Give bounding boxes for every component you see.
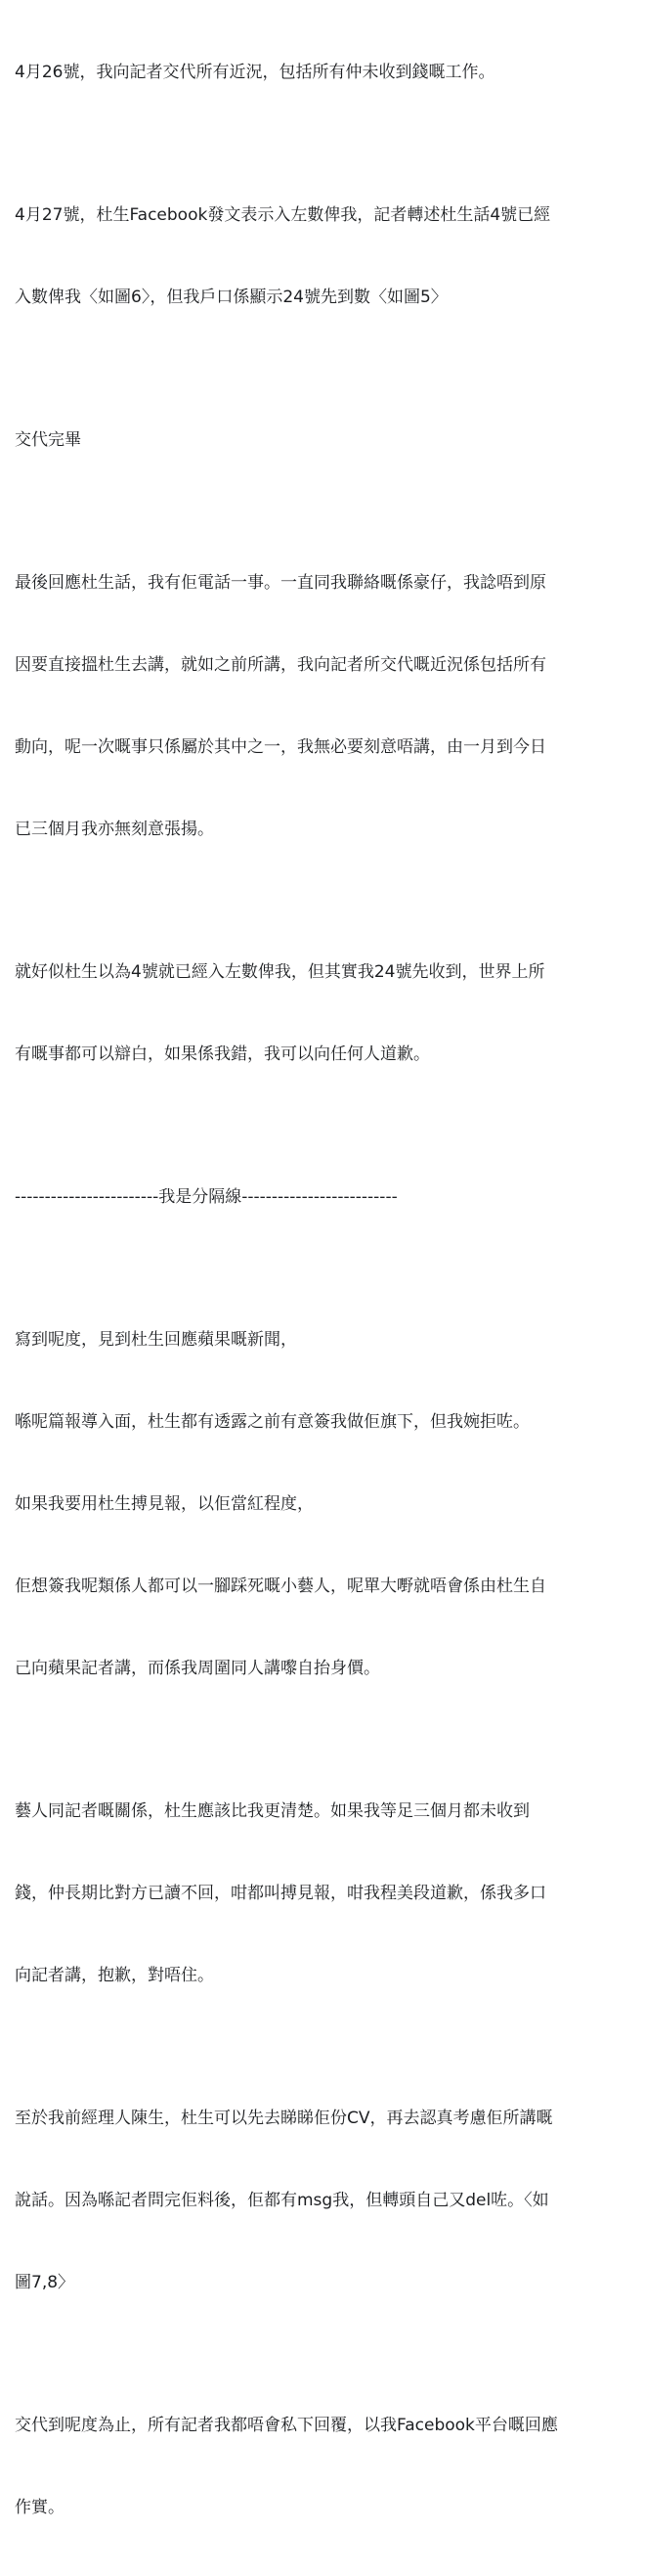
post-paragraph [15,4,637,141]
post-paragraph [15,1743,637,2044]
post-line: 至於我前經理人陳生，杜生可以先去睇睇佢份CV，再去認真考慮佢所講嘅 [15,2109,553,2128]
post-line: 向記者講，抱歉，對唔住。 [15,1966,214,1985]
post-paragraph [15,2357,637,2576]
post-line: 喺呢篇報導入面，杜生都有透露之前有意簽我做佢旗下，但我婉拒咗。 [15,1412,530,1432]
post-line: 佢想簽我呢類係人都可以一腳踩死嘅小藝人，呢單大嘢就唔會係由杜生自 [15,1577,546,1596]
post-paragraph [15,2050,637,2351]
post-line: 因要直接搵杜生去講，就如之前所講，我向記者所交代嘅近況係包括所有 [15,655,546,675]
post-line: 已三個月我亦無刻意張揚。 [15,820,214,839]
post-line: 寫到呢度，見到杜生回應蘋果嘅新聞， [15,1330,297,1350]
post-line: 圖7,8〉 [15,2273,75,2292]
post-line: 己向蘋果記者講，而係我周圍同人講嚟自抬身價。 [15,1659,380,1678]
post-line: 作實。 [15,2498,64,2517]
post-line: 如果我要用杜生搏見報，以佢當紅程度， [15,1494,314,1514]
post-paragraph [15,1271,637,1737]
post-line: 藝人同記者嘅關係，杜生應該比我更清楚。如果我等足三個月都未收到 [15,1801,530,1821]
post-line: 有嘅事都可以辯白，如果係我錯，我可以向任何人道歉。 [15,1044,430,1064]
post-line: 動向，呢一次嘅事只係屬於其中之一，我無必要刻意唔講，由一月到今日 [15,737,546,757]
post-line: 說話。因為喺記者問完佢料後，佢都有msg我，但轉頭自己又del咗。〈如 [15,2191,549,2210]
post-paragraph [15,904,637,1123]
post-paragraph [15,372,637,509]
post-paragraph [15,147,637,366]
post-line: 交代到呢度為止，所有記者我都唔會私下回覆，以我Facebook平台嘅回應 [15,2416,558,2435]
post-line: 就好似杜生以為4號就已經入左數俾我，但其實我24號先收到，世界上所 [15,962,545,982]
post-paragraph [15,514,637,898]
section-divider [15,1129,637,1266]
post-line: 入數俾我〈如圖6〉，但我戶口係顯示24號先到數〈如圖5〉 [15,288,448,307]
post-line: 交代完畢 [15,430,81,450]
post-line: 錢，仲長期比對方已讀不回，咁都叫搏見報，咁我程美段道歉，係我多口 [15,1884,546,1903]
divider-line: ------------------------我是分隔線-------------------------- [15,1187,398,1207]
post-line: 4月26號，我向記者交代所有近況，包括所有仲未收到錢嘅工作。 [15,63,495,82]
post-line: 最後回應杜生話，我有佢電話一事。一直同我聯絡嘅係豪仔，我諗唔到原 [15,573,546,593]
post-line: 4月27號，杜生Facebook發文表示入左數俾我，記者轉述杜生話4號已經 [15,205,551,225]
